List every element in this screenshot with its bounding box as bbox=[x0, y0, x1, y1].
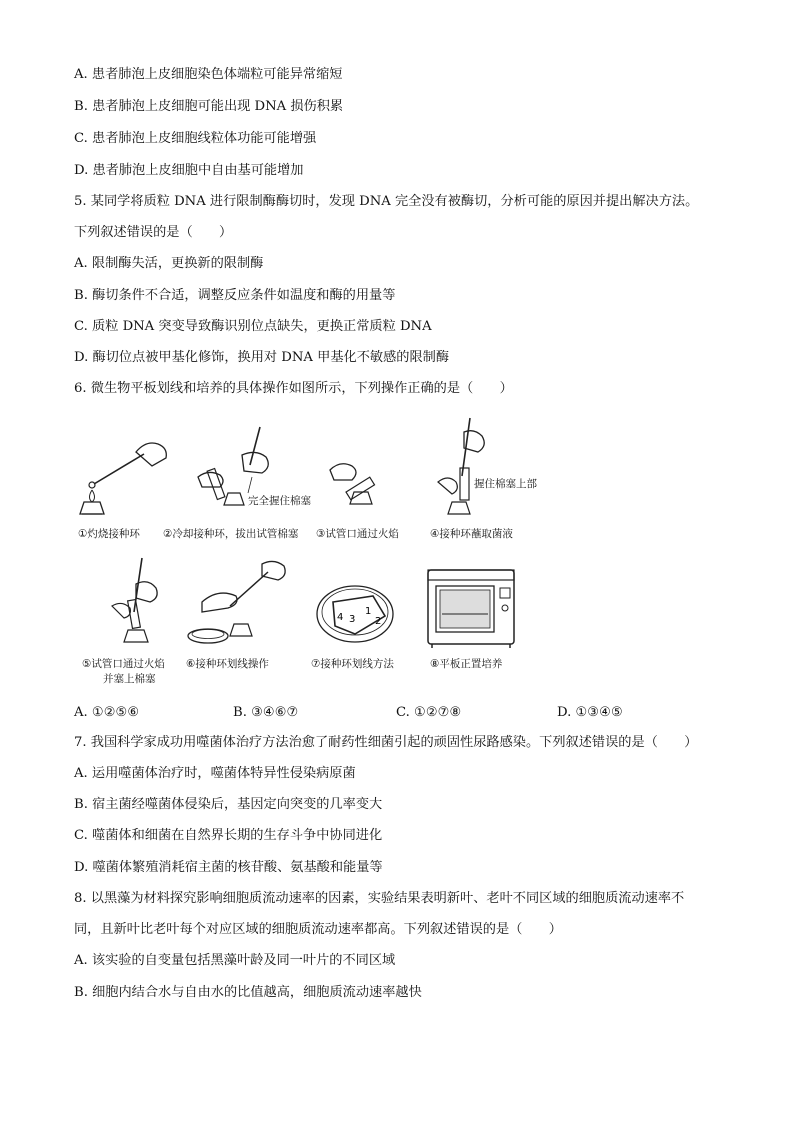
dish-label-4: 4 bbox=[337, 612, 344, 623]
q6-option-d: D. ①③④⑤ bbox=[557, 705, 623, 720]
figure-step1-flaming-loop bbox=[74, 432, 174, 524]
dish-label-1: 1 bbox=[365, 606, 372, 617]
q4-option-c: C. 患者肺泡上皮细胞线粒体功能可能增强 bbox=[74, 131, 317, 146]
fig-caption-step5-line1: ⑤试管口通过火焰 bbox=[82, 658, 165, 670]
q5-option-d: D. 酶切位点被甲基化修饰，换用对 DNA 甲基化不敏感的限制酶 bbox=[74, 350, 450, 365]
q5-option-a: A. 限制酶失活，更换新的限制酶 bbox=[74, 256, 264, 271]
q7-option-d: D. 噬菌体繁殖消耗宿主菌的核苷酸、氨基酸和能量等 bbox=[74, 860, 383, 875]
q7-option-c: C. 噬菌体和细菌在自然界长期的生存斗争中协同进化 bbox=[74, 828, 383, 843]
q7-option-a: A. 运用噬菌体治疗时，噬菌体特异性侵染病原菌 bbox=[74, 766, 356, 781]
fig-caption-step7: ⑦接种环划线方法 bbox=[311, 658, 394, 670]
figure-step7-streak-pattern bbox=[315, 580, 395, 646]
q6-option-c: C. ①②⑦⑧ bbox=[396, 705, 462, 720]
q6-stem: 6. 微生物平板划线和培养的具体操作如图所示，下列操作正确的是（ ） bbox=[74, 381, 513, 396]
q4-option-d: D. 患者肺泡上皮细胞中自由基可能增加 bbox=[74, 163, 304, 178]
figure-step3-tube-flame bbox=[326, 458, 396, 514]
q8-option-b: B. 细胞内结合水与自由水的比值越高，细胞质流动速率越快 bbox=[74, 985, 422, 1000]
fig-caption-step4: ④接种环蘸取菌液 bbox=[430, 528, 513, 540]
fig-caption-step5-line2: 并塞上棉塞 bbox=[103, 673, 156, 685]
figure-step5-tube-seal bbox=[106, 556, 196, 652]
figure-step6-streaking bbox=[184, 558, 302, 650]
figure-step8-incubator bbox=[426, 564, 518, 648]
q8-stem-line2: 同，且新叶比老叶每个对应区域的细胞质流动速率都高。下列叙述错误的是（ ） bbox=[74, 922, 562, 937]
q5-option-b: B. 酶切条件不合适，调整反应条件如温度和酶的用量等 bbox=[74, 288, 396, 303]
fig-caption-step1: ①灼烧接种环 bbox=[78, 528, 140, 540]
q4-option-b: B. 患者肺泡上皮细胞可能出现 DNA 损伤积累 bbox=[74, 99, 344, 114]
q5-stem-line1: 5. 某同学将质粒 DNA 进行限制酶酶切时，发现 DNA 完全没有被酶切，分析可能的原因并提出解决方法。 bbox=[74, 194, 699, 209]
fig-caption-step2: ②冷却接种环，拔出试管棉塞 bbox=[163, 528, 299, 540]
q4-option-a: A. 患者肺泡上皮细胞染色体端粒可能异常缩短 bbox=[74, 67, 343, 82]
q7-stem: 7. 我国科学家成功用噬菌体治疗方法治愈了耐药性细菌引起的顽固性尿路感染。下列叙述错误的是（ ） bbox=[74, 735, 698, 750]
q5-stem-line2: 下列叙述错误的是（ ） bbox=[74, 225, 233, 240]
dish-label-2: 2 bbox=[375, 616, 382, 627]
q8-option-a: A. 该实验的自变量包括黑藻叶龄及同一叶片的不同区域 bbox=[74, 953, 396, 968]
q6-option-b: B. ③④⑥⑦ bbox=[233, 705, 299, 720]
fig-note-grip: 完全握住棉塞 bbox=[248, 495, 311, 507]
q8-stem-line1: 8. 以黑藻为材料探究影响细胞质流动速率的因素，实验结果表明新叶、老叶不同区域的细胞质流动速率不 bbox=[74, 891, 685, 906]
fig-note-top: 握住棉塞上部 bbox=[474, 478, 537, 490]
fig-caption-step8: ⑧平板正置培养 bbox=[430, 658, 503, 670]
q7-option-b: B. 宿主菌经噬菌体侵染后，基因定向突变的几率变大 bbox=[74, 797, 383, 812]
fig-caption-step3: ③试管口通过火焰 bbox=[316, 528, 399, 540]
q5-option-c: C. 质粒 DNA 突变导致酶识别位点缺失，更换正常质粒 DNA bbox=[74, 319, 432, 334]
fig-caption-step6: ⑥接种环划线操作 bbox=[186, 658, 269, 670]
q6-option-a: A. ①②⑤⑥ bbox=[74, 705, 140, 720]
dish-label-3: 3 bbox=[349, 614, 356, 625]
figure-step4-dip-culture bbox=[430, 416, 540, 520]
